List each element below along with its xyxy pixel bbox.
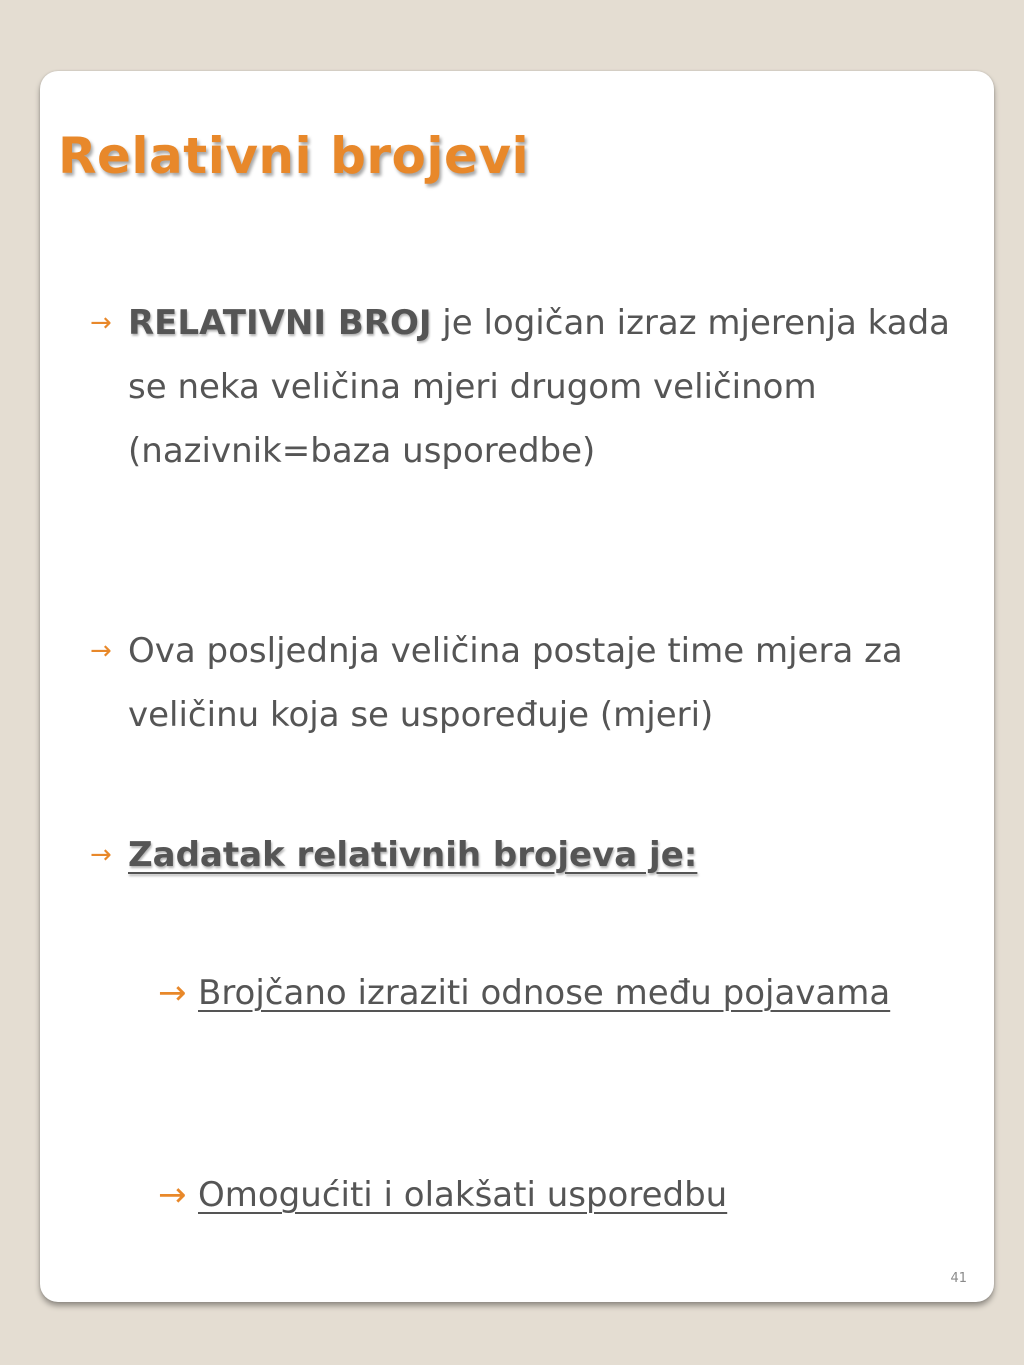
page-number: 41 xyxy=(950,1271,967,1286)
bullet-definition xyxy=(90,291,958,483)
sub-bullet-express xyxy=(158,961,958,1025)
bullet-heading-text: Zadatak relativnih brojeva je: xyxy=(128,835,698,875)
arrow-right-icon: → xyxy=(158,1175,187,1215)
arrow-right-icon: → xyxy=(90,636,112,666)
arrow-right-icon: → xyxy=(158,973,187,1013)
bullet-text: Ova posljednja veličina postaje time mjera za veličinu koja se uspoređuje (mjeri) xyxy=(128,631,903,735)
bullet-text: je logičan izraz mjerenja kada se neka veličina mjeri drugom veličinom (nazivnik=baza usporedbe) xyxy=(128,303,951,471)
bullet-measure xyxy=(90,619,958,747)
sub-bullet-text: Omogućiti i olakšati usporedbu xyxy=(198,1175,728,1215)
arrow-right-icon: → xyxy=(90,308,112,338)
sub-bullet-text: Brojčano izraziti odnose među pojavama xyxy=(198,973,891,1013)
slide xyxy=(40,71,994,1302)
bullet-bold-term: RELATIVNI BROJ xyxy=(128,303,432,343)
sub-bullet-compare xyxy=(158,1163,958,1227)
bullet-task-heading xyxy=(90,823,958,887)
slide-title: Relativni brojevi xyxy=(58,127,530,185)
arrow-right-icon: → xyxy=(90,840,112,870)
